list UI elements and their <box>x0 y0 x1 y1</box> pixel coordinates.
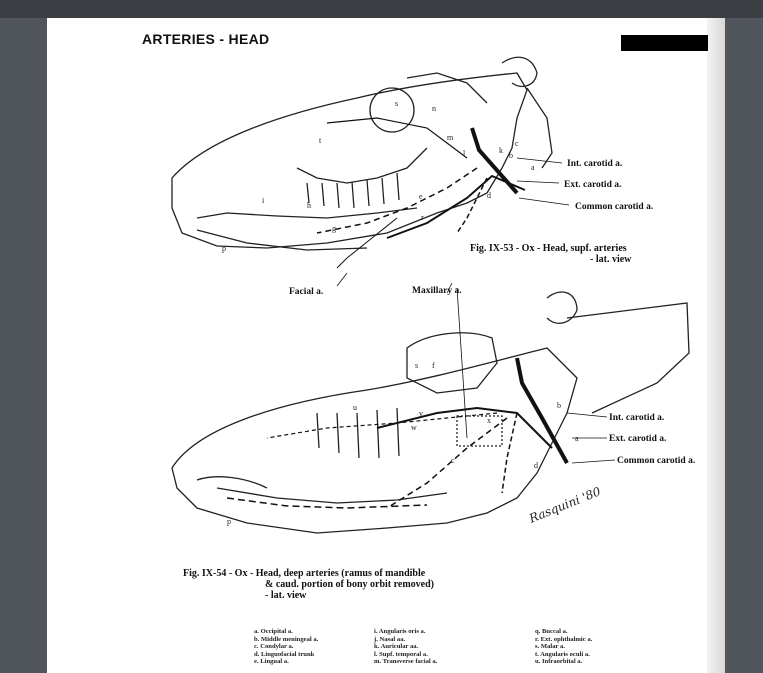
legend-item: j. Nasal aa. <box>374 635 406 643</box>
figure2-caption-line2: & caud. portion of bony orbit removed) <box>265 579 434 590</box>
legend-column-2 <box>374 628 437 666</box>
letter-g-1: g <box>332 224 336 233</box>
letter-p-1: p <box>222 244 226 253</box>
skull-drawing-top <box>172 57 552 250</box>
legend-item: c. Condylar a. <box>254 643 294 651</box>
label-int-carotid-1: Int. carotid a. <box>567 159 623 169</box>
page-title: ARTERIES - HEAD <box>142 31 270 47</box>
figure2-caption-line3: - lat. view <box>265 590 307 601</box>
legend-item: m. Transverse facial a. <box>374 658 438 666</box>
legend-item: u. Infraorbital a. <box>535 658 583 666</box>
letter-b-2: b <box>557 401 561 410</box>
letter-u-2: u <box>353 403 357 412</box>
figure2-caption-line1: Fig. IX-54 - Ox - Head, deep arteries (ramus of mandible <box>183 568 426 579</box>
letter-t-1: t <box>319 136 322 145</box>
letter-v-2: v <box>419 409 423 418</box>
figure1-caption-line2: - lat. view <box>590 254 632 265</box>
letter-k-1: k <box>499 146 503 155</box>
figure1-caption <box>470 243 631 265</box>
letter-w-2: w <box>411 423 417 432</box>
letter-c-2: c <box>451 456 455 465</box>
letter-h-1: h <box>307 201 311 210</box>
legend-item: l. Supf. temporal a. <box>374 650 428 658</box>
legend-item: i. Angularis oris a. <box>374 628 426 635</box>
legend-item: e. Lingual a. <box>254 658 289 666</box>
letter-s-1: s <box>395 99 399 108</box>
legend-item: r. Ext. ophthalmic a. <box>535 635 593 643</box>
label-maxillary: Maxillary a. <box>412 286 462 296</box>
letter-l-1: l <box>463 149 466 158</box>
letter-n-1: n <box>432 104 436 113</box>
legend-item: s. Malar a. <box>535 643 565 651</box>
letter-x-2: x <box>487 416 491 425</box>
letter-f-2: f <box>432 361 435 370</box>
label-common-carotid-2: Common carotid a. <box>617 456 696 466</box>
artist-signature: Rasquini '80 <box>527 484 603 526</box>
label-ext-carotid-1: Ext. carotid a. <box>564 180 622 190</box>
label-int-carotid-2: Int. carotid a. <box>609 413 665 423</box>
legend-column-1 <box>254 628 318 666</box>
letter-c-1: c <box>515 139 519 148</box>
letter-b-1: b <box>509 151 513 160</box>
letter-d-2: d <box>534 461 538 470</box>
letter-s-2: s <box>415 361 419 370</box>
legend-item: q. Buccal a. <box>535 628 568 635</box>
label-ext-carotid-2: Ext. carotid a. <box>609 434 667 444</box>
legend-item: b. Middle meningeal a. <box>254 635 319 643</box>
letter-a-2: a <box>575 434 579 443</box>
letter-a-1: a <box>531 163 535 172</box>
letter-m-1: m <box>447 133 454 142</box>
letter-e-1: e <box>419 192 423 201</box>
letter-d-1: d <box>487 191 491 200</box>
arteries-bottom <box>227 288 567 508</box>
viewer-toolbar <box>0 0 763 18</box>
letter-p-2: p <box>227 517 231 526</box>
label-facial: Facial a. <box>289 287 324 297</box>
figure2-caption <box>183 568 434 601</box>
legend-item: k. Auricular aa. <box>374 643 419 651</box>
legend-item: t. Angularis oculi a. <box>535 650 590 658</box>
figure1-caption-line1: Fig. IX-53 - Ox - Head, supf. arteries <box>470 243 627 254</box>
letter-r-1: r <box>421 213 424 222</box>
legend-item: a. Occipital a. <box>254 628 293 635</box>
letter-i-1: i <box>262 196 265 205</box>
document-page <box>47 18 725 673</box>
legend-item: d. Linguofacial trunk <box>254 650 315 658</box>
legend-column-3 <box>535 628 592 666</box>
label-common-carotid-1: Common carotid a. <box>575 202 654 212</box>
